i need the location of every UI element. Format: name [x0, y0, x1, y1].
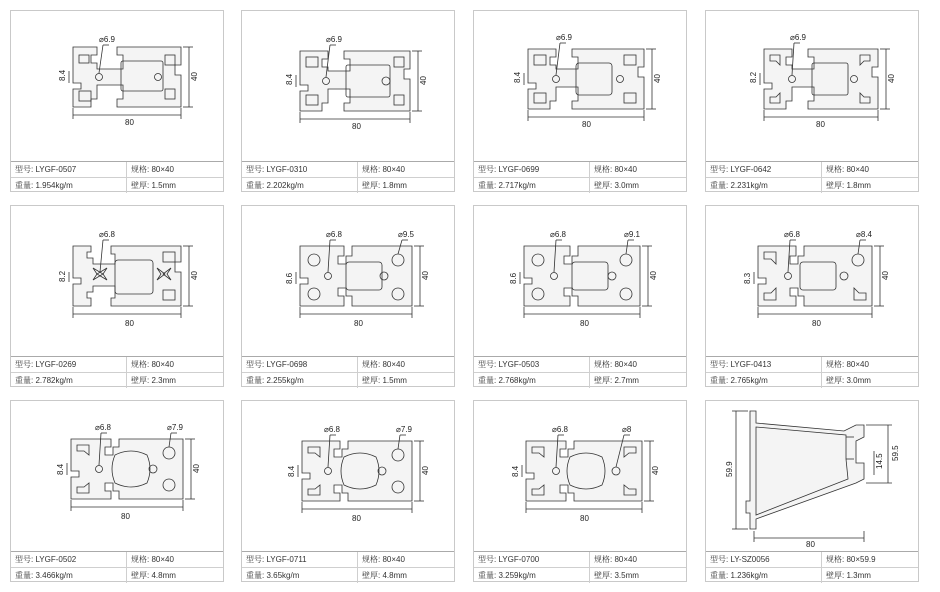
profile-card-lygf-0502[interactable]: [10, 400, 224, 582]
dim-bore: ⌀6.9: [326, 35, 342, 44]
dim-bore-2: ⌀7.9: [396, 425, 412, 434]
profile-drawing: [474, 11, 688, 161]
profile-card-lygf-0413[interactable]: [705, 205, 919, 387]
weight-cell: 重量: 2.255kg/m: [242, 373, 358, 388]
model-cell: 型号: LYGF-0642: [706, 162, 822, 177]
profile-card-lygf-0711[interactable]: [241, 400, 455, 582]
dim-width: 80: [352, 514, 361, 523]
dim-bore-2: ⌀9.5: [398, 230, 414, 239]
model-cell: 型号: LYGF-0507: [11, 162, 127, 177]
weight-cell: 重量: 2.765kg/m: [706, 373, 822, 388]
model-cell: 型号: LYGF-0711: [242, 552, 358, 567]
spec-cell: 规格: 80×40: [594, 360, 637, 369]
profile-card-lygf-0503[interactable]: [473, 205, 687, 387]
dim-bore-2: ⌀9.1: [624, 230, 640, 239]
profile-card-lygf-0269[interactable]: [10, 205, 224, 387]
dim-slot: 8.4: [285, 73, 294, 85]
dim-height: 40: [421, 271, 430, 280]
spec-cell: 规格: 80×40: [362, 555, 405, 564]
profile-card-lygf-0699[interactable]: [473, 10, 687, 192]
spec-table: [474, 551, 686, 582]
dim-bore-2: ⌀8.4: [856, 230, 872, 239]
dim-slot: 8.4: [513, 71, 522, 83]
spec-cell: 规格: 80×40: [131, 555, 174, 564]
weight-cell: 重量: 2.768kg/m: [474, 373, 590, 388]
model-cell: 型号: LYGF-0699: [474, 162, 590, 177]
wall-cell: 壁厚: 1.5mm: [362, 376, 407, 385]
weight-cell: 重量: 3.466kg/m: [11, 568, 127, 583]
spec-table: [706, 551, 918, 582]
spec-table: [242, 356, 454, 387]
dim-bore: ⌀6.8: [324, 425, 340, 434]
model-cell: 型号: LYGF-0700: [474, 552, 590, 567]
dim-width: 80: [816, 120, 825, 129]
model-cell: 型号: LYGF-0503: [474, 357, 590, 372]
dim-slot: 8.4: [56, 463, 65, 475]
wall-cell: 壁厚: 3.0mm: [594, 181, 639, 190]
profile-card-lygf-0642[interactable]: [705, 10, 919, 192]
weight-cell: 重量: 2.202kg/m: [242, 178, 358, 193]
dim-mid: 14.5: [875, 453, 884, 469]
dim-slot: 8.4: [511, 465, 520, 477]
spec-cell: 规格: 80×40: [131, 360, 174, 369]
spec-cell: 规格: 80×40: [826, 360, 869, 369]
dim-width: 80: [125, 319, 134, 328]
model-cell: 型号: LYGF-0698: [242, 357, 358, 372]
profile-drawing: [706, 206, 920, 356]
dim-height: 40: [649, 271, 658, 280]
wall-cell: 壁厚: 1.3mm: [826, 571, 871, 580]
spec-table: [11, 551, 223, 582]
dim-slot: 8.2: [749, 71, 758, 83]
spec-cell: 规格: 80×40: [362, 360, 405, 369]
dim-height: 40: [653, 74, 662, 83]
dim-width: 80: [582, 120, 591, 129]
dim-width: 80: [125, 118, 134, 127]
spec-table: [242, 551, 454, 582]
dim-width: 80: [812, 319, 821, 328]
weight-cell: 重量: 2.231kg/m: [706, 178, 822, 193]
weight-cell: 重量: 1.954kg/m: [11, 178, 127, 193]
spec-cell: 规格: 80×59.9: [826, 555, 876, 564]
dim-slot: 8.4: [58, 69, 67, 81]
spec-cell: 规格: 80×40: [826, 165, 869, 174]
wall-cell: 壁厚: 4.8mm: [362, 571, 407, 580]
weight-cell: 重量: 3.259kg/m: [474, 568, 590, 583]
spec-table: [474, 161, 686, 192]
dim-bore: ⌀6.9: [99, 35, 115, 44]
dim-width: 80: [121, 512, 130, 521]
dim-height: 40: [881, 271, 890, 280]
dim-slot: 8.2: [58, 270, 67, 282]
profile-drawing: [706, 401, 920, 551]
model-cell: 型号: LYGF-0310: [242, 162, 358, 177]
wall-cell: 壁厚: 1.8mm: [362, 181, 407, 190]
dim-height: 40: [887, 74, 896, 83]
weight-cell: 重量: 2.782kg/m: [11, 373, 127, 388]
dim-slot: 8.3: [743, 272, 752, 284]
profile-card-ly-sz0056[interactable]: [705, 400, 919, 582]
wall-cell: 壁厚: 3.0mm: [826, 376, 871, 385]
model-cell: 型号: LYGF-0413: [706, 357, 822, 372]
dim-width: 80: [354, 319, 363, 328]
dim-slot: 8.6: [509, 272, 518, 284]
dim-bore-2: ⌀8: [622, 425, 632, 434]
profile-card-lygf-0507[interactable]: [10, 10, 224, 192]
wall-cell: 壁厚: 3.5mm: [594, 571, 639, 580]
dim-height: 40: [190, 72, 199, 81]
profile-drawing: [11, 11, 225, 161]
wall-cell: 壁厚: 1.8mm: [826, 181, 871, 190]
profile-drawing: [474, 401, 688, 551]
spec-cell: 规格: 80×40: [594, 555, 637, 564]
profile-drawing: [474, 206, 688, 356]
spec-cell: 规格: 80×40: [131, 165, 174, 174]
profile-card-lygf-0700[interactable]: [473, 400, 687, 582]
dim-height: 40: [421, 466, 430, 475]
dim-height: 40: [190, 271, 199, 280]
model-cell: 型号: LYGF-0269: [11, 357, 127, 372]
dim-bore: ⌀6.9: [556, 33, 572, 42]
dim-bore: ⌀6.9: [790, 33, 806, 42]
profile-drawing: [242, 401, 456, 551]
dim-height: 40: [419, 76, 428, 85]
dim-bore: ⌀6.8: [550, 230, 566, 239]
wall-cell: 壁厚: 2.3mm: [131, 376, 176, 385]
profile-drawing: [11, 401, 225, 551]
spec-table: [242, 161, 454, 192]
dim-bore: ⌀6.8: [784, 230, 800, 239]
model-cell: 型号: LY-SZ0056: [706, 552, 822, 567]
spec-table: [11, 161, 223, 192]
profile-card-lygf-0698[interactable]: [241, 205, 455, 387]
spec-cell: 规格: 80×40: [594, 165, 637, 174]
dim-width: 80: [806, 540, 815, 549]
dim-bore: ⌀6.8: [552, 425, 568, 434]
dim-bore: ⌀6.8: [326, 230, 342, 239]
dim-height: 40: [651, 466, 660, 475]
spec-table: [706, 356, 918, 387]
profile-drawing: [242, 206, 456, 356]
dim-width: 80: [580, 514, 589, 523]
dim-slot: 8.4: [287, 465, 296, 477]
spec-table: [706, 161, 918, 192]
profile-drawing: [11, 206, 225, 356]
spec-table: [11, 356, 223, 387]
wall-cell: 壁厚: 2.7mm: [594, 376, 639, 385]
dim-bore: ⌀6.8: [95, 423, 111, 432]
dim-bore-2: ⌀7.9: [167, 423, 183, 432]
dim-left-height: 59.9: [725, 461, 734, 477]
spec-table: [474, 356, 686, 387]
dim-height: 40: [192, 464, 201, 473]
profile-drawing: [706, 11, 920, 161]
profile-card-lygf-0310[interactable]: [241, 10, 455, 192]
spec-cell: 规格: 80×40: [362, 165, 405, 174]
weight-cell: 重量: 2.717kg/m: [474, 178, 590, 193]
dim-right-height: 59.5: [891, 445, 900, 461]
model-cell: 型号: LYGF-0502: [11, 552, 127, 567]
weight-cell: 重量: 3.65kg/m: [242, 568, 358, 583]
dim-width: 80: [352, 122, 361, 131]
dim-slot: 8.6: [285, 272, 294, 284]
wall-cell: 壁厚: 4.8mm: [131, 571, 176, 580]
profile-drawing: [242, 11, 456, 161]
wall-cell: 壁厚: 1.5mm: [131, 181, 176, 190]
weight-cell: 重量: 1.236kg/m: [706, 568, 822, 583]
dim-width: 80: [580, 319, 589, 328]
dim-bore: ⌀6.8: [99, 230, 115, 239]
